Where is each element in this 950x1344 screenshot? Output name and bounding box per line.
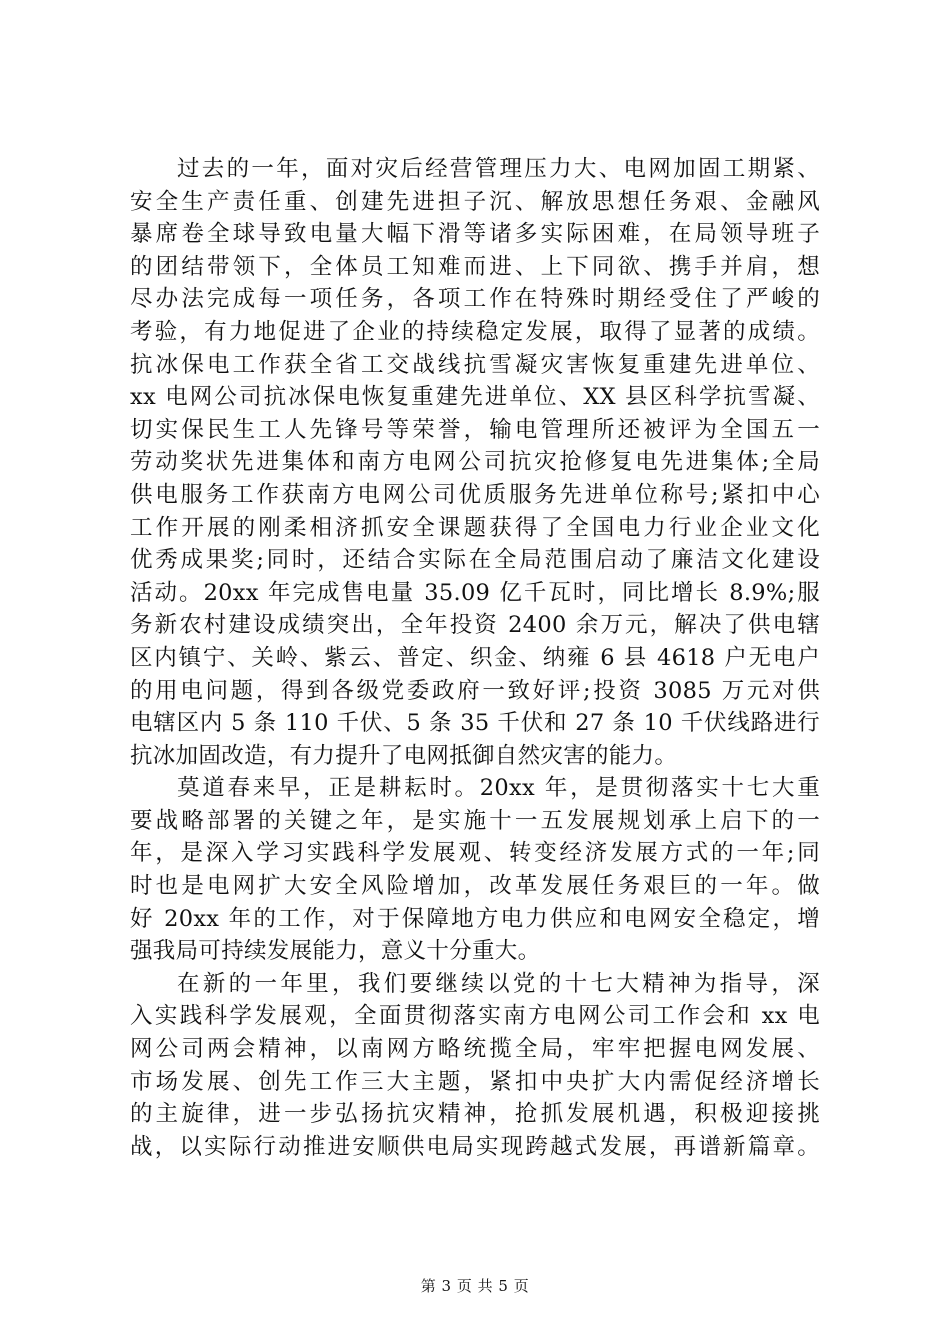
text-line: 暴席卷全球导致电量大幅下滑等诸多实际困难，在局领导班子 xyxy=(130,221,820,248)
text-line: 抗冰加固改造，有力提升了电网抵御自然灾害的能力。 xyxy=(130,742,678,769)
text-line: 市场发展、创先工作三大主题，紧扣中央扩大内需促经济增长 xyxy=(130,1068,820,1095)
text-line: xx 电网公司抗冰保电恢复重建先进单位、XX 县区科学抗雪凝、 xyxy=(130,384,820,411)
text-line: 时也是电网扩大安全风险增加，改革发展任务艰巨的一年。做 xyxy=(130,873,820,900)
text-line: 切实保民生工人先锋号等荣誉，输电管理所还被评为全国五一 xyxy=(130,416,820,443)
text-line: 的团结带领下，全体员工知难而进、上下同欲、携手并肩，想 xyxy=(130,253,820,280)
page-number-footer: 第 3 页 共 5 页 xyxy=(420,1277,530,1295)
text-line: 抗冰保电工作获全省工交战线抗雪凝灾害恢复重建先进单位、 xyxy=(130,351,820,378)
text-line: 务新农村建设成绩突出，全年投资 2400 余万元，解决了供电辖 xyxy=(130,612,820,639)
text-line: 莫道春来早，正是耕耘时。20xx 年，是贯彻落实十七大重 xyxy=(177,775,820,802)
text-line: 的主旋律，进一步弘扬抗灾精神，抢抓发展机遇，积极迎接挑 xyxy=(130,1101,820,1128)
text-line: 过去的一年，面对灾后经营管理压力大、电网加固工期紧、 xyxy=(177,156,820,182)
text-line: 要战略部署的关键之年，是实施十一五发展规划承上启下的一 xyxy=(130,807,820,834)
text-line: 好 20xx 年的工作，对于保障地方电力供应和电网安全稳定，增 xyxy=(130,905,820,932)
text-line: 考验，有力地促进了企业的持续稳定发展，取得了显著的成绩。 xyxy=(130,318,820,345)
text-line: 强我局可持续发展能力，意义十分重大。 xyxy=(130,938,541,965)
text-line: 工作开展的刚柔相济抓安全课题获得了全国电力行业企业文化 xyxy=(130,514,820,541)
text-line: 电辖区内 5 条 110 千伏、5 条 35 千伏和 27 条 10 千伏线路进行 xyxy=(130,710,820,737)
text-line: 入实践科学发展观，全面贯彻落实南方电网公司工作会和 xx 电 xyxy=(130,1003,820,1030)
text-line: 区内镇宁、关岭、紫云、普定、织金、纳雍 6 县 4618 户无电户 xyxy=(130,644,820,671)
text-line: 供电服务工作获南方电网公司优质服务先进单位称号;紧扣中心 xyxy=(130,481,820,508)
document-body xyxy=(130,153,820,1163)
text-line: 优秀成果奖;同时，还结合实际在全局范围启动了廉洁文化建设 xyxy=(130,547,820,574)
text-line: 的用电问题，得到各级党委政府一致好评;投资 3085 万元对供 xyxy=(130,677,820,704)
text-line: 战，以实际行动推进安顺供电局实现跨越式发展，再谱新篇章。 xyxy=(130,1133,820,1160)
text-line: 在新的一年里，我们要继续以党的十七大精神为指导，深 xyxy=(177,970,820,997)
text-line: 活动。20xx 年完成售电量 35.09 亿千瓦时，同比增长 8.9%;服 xyxy=(130,579,820,606)
text-line: 年，是深入学习实践科学发展观、转变经济发展方式的一年;同 xyxy=(130,840,820,867)
text-line: 尽办法完成每一项任务，各项工作在特殊时期经受住了严峻的 xyxy=(130,286,820,313)
text-line: 安全生产责任重、创建先进担子沉、解放思想任务艰、金融风 xyxy=(130,188,820,215)
text-line: 网公司两会精神，以南网方略统揽全局，牢牢把握电网发展、 xyxy=(130,1036,820,1063)
text-line: 劳动奖状先进集体和南方电网公司抗灾抢修复电先进集体;全局 xyxy=(130,449,820,476)
